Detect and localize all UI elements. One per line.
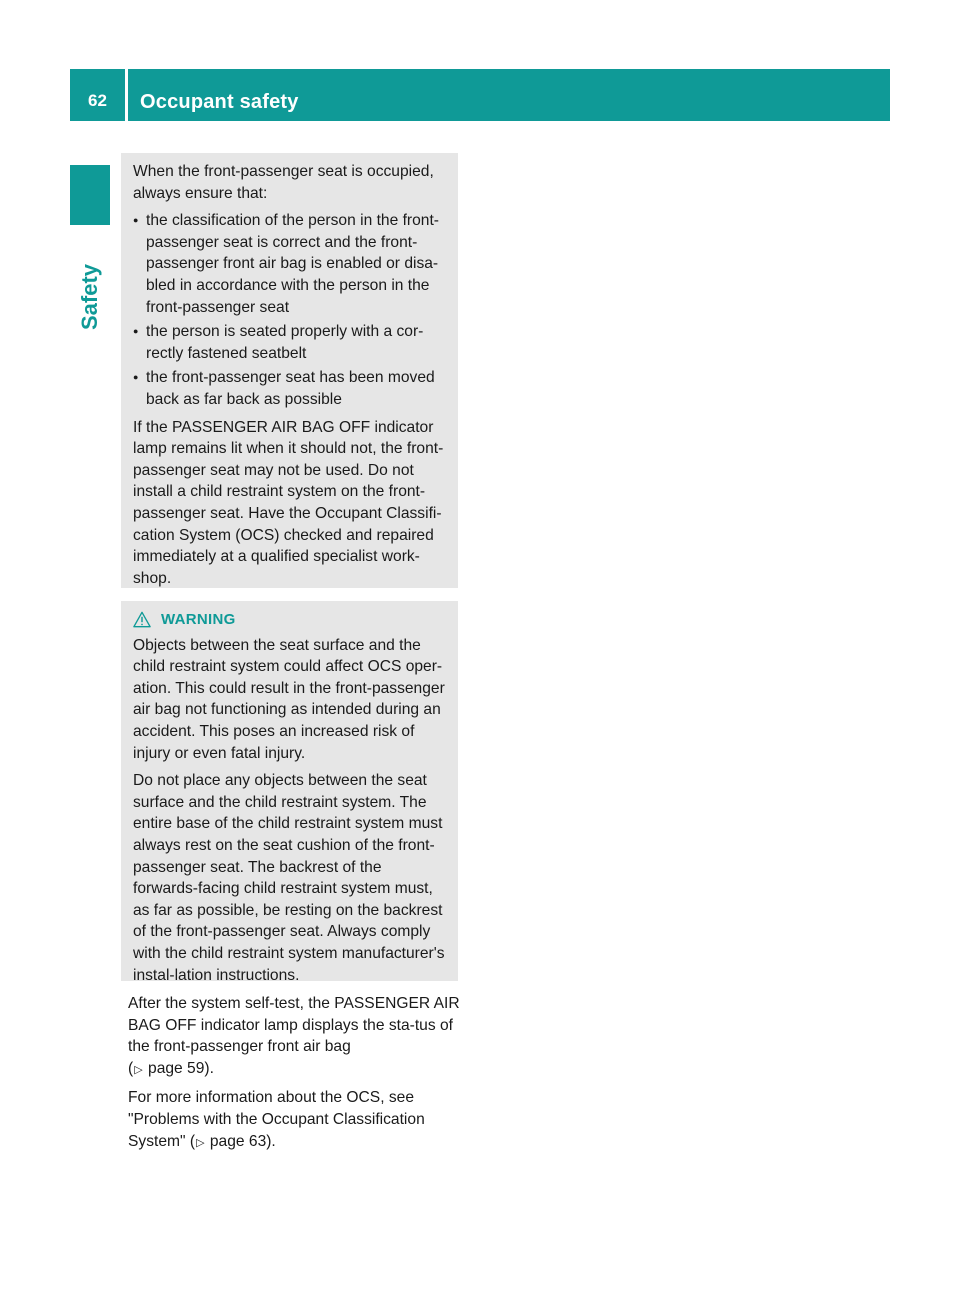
ref-open: ( bbox=[128, 1059, 134, 1077]
warning-label: WARNING bbox=[161, 611, 236, 628]
info-bullet-item: ● the classification of the person in the front-passenger seat is correct and the front-passenger front air bag is enabled or disa-bled in accordance with the person in the front-passenger seat bbox=[133, 210, 448, 318]
side-label bbox=[77, 263, 103, 330]
info-bullet-item: ● the front-passenger seat has been moved back as far back as possible bbox=[133, 367, 448, 410]
info-bullet-list bbox=[133, 210, 448, 410]
header-divider bbox=[125, 69, 128, 121]
body-paragraph-1 bbox=[128, 993, 463, 1081]
warning-paragraph: Do not place any objects between the seat surface and the child restraint system. The entire base of the child restraint system must always rest on the seat cushion of the front-passenger seat. The backrest of the forwards-facing child restraint system must, as far as possible, be resting on the backrest of the front-passenger seat. Always comply with the child restraint system manufacturer's instal-lation instructions. bbox=[133, 772, 445, 984]
info-intro: When the front-passenger seat is occupied, always ensure that: bbox=[133, 163, 434, 202]
warning-paragraph: Objects between the seat surface and the child restraint system could affect OCS oper-ation. This could result in the front-passenger air bag not functioning as intended during an accident. This poses an increased risk of injury or even fatal injury. bbox=[133, 636, 445, 762]
warning-triangle-icon bbox=[133, 611, 151, 628]
info-bullet-item: ● the person is seated properly with a cor-rectly fastened seatbelt bbox=[133, 321, 448, 364]
side-label-text: Safety bbox=[77, 263, 102, 330]
body-p1-text: After the system self-test, the PASSENGER AIR BAG OFF indicator lamp displays the sta-tus of the front-passenger front air bag bbox=[128, 995, 460, 1056]
info-closing: If the PASSENGER AIR BAG OFF indicator lamp remains lit when it should not, the front-passenger seat may not be used. Do not install a child restraint system on the front-passenger seat. Have the Occupant Classifi-cation System (OCS) checked and repaired immediately at a qualified specialist work-shop. bbox=[133, 418, 444, 587]
page-ref-arrow-icon: ▷ bbox=[134, 1063, 143, 1076]
body-text bbox=[128, 993, 463, 1160]
page-reference-link[interactable]: page 59). bbox=[148, 1059, 214, 1077]
warning-box bbox=[121, 601, 458, 984]
body-p2-text: For more information about the OCS, see "Problems with the Occupant Classification System" ( bbox=[128, 1089, 425, 1150]
body-paragraph-2 bbox=[128, 1087, 463, 1154]
section-title: Occupant safety bbox=[140, 91, 299, 113]
side-tab bbox=[70, 165, 110, 225]
page-ref-arrow-icon: ▷ bbox=[196, 1136, 205, 1149]
page-number: 62 bbox=[88, 91, 107, 110]
warning-heading bbox=[133, 609, 448, 631]
info-box bbox=[121, 153, 458, 588]
page-reference-link[interactable]: page 63). bbox=[209, 1132, 276, 1150]
